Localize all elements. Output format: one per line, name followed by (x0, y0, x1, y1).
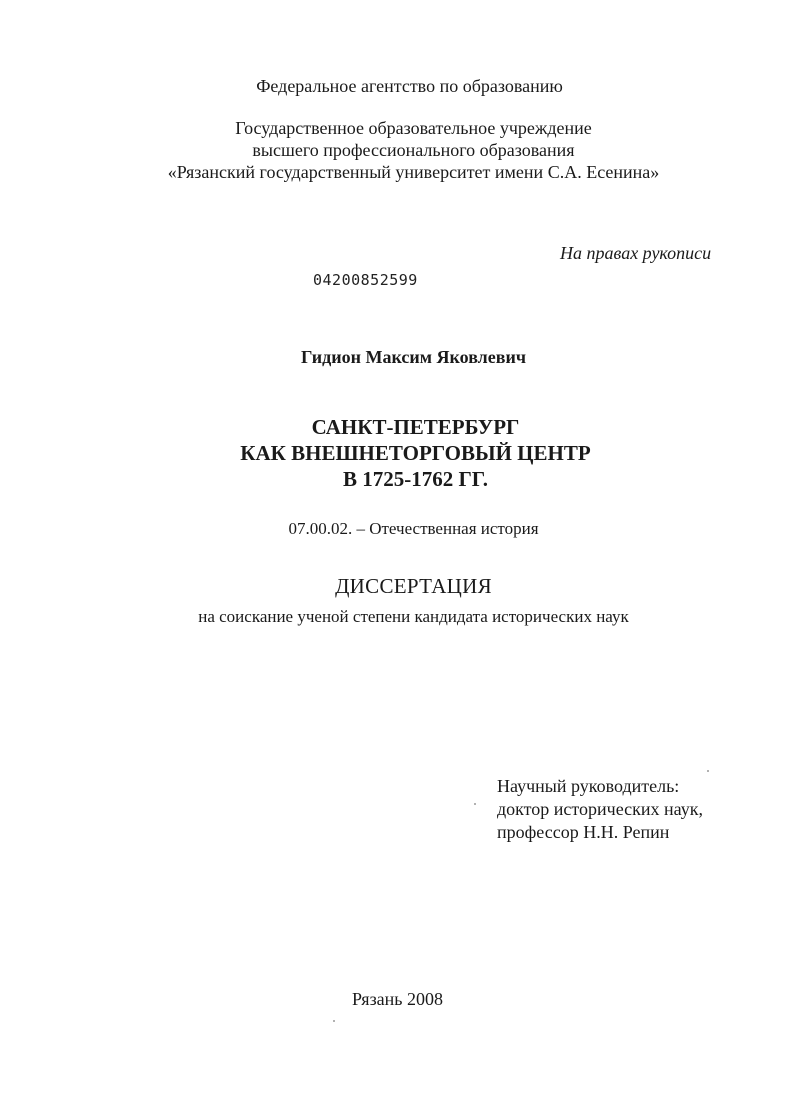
institution-line-1: Государственное образовательное учреждение (235, 118, 592, 138)
institution-line-2: высшего профессионального образования (252, 140, 575, 160)
scan-speck (707, 770, 709, 772)
author-name: Гидион Максим Яковлевич (300, 347, 527, 367)
title-line-3: В 1725-1762 ГГ. (342, 467, 489, 491)
agency-name: Федеральное агентство по образованию (256, 76, 563, 96)
supervisor-name: профессор Н.Н. Репин (497, 822, 670, 842)
city-year: Рязань 2008 (351, 989, 444, 1009)
stamp-number: 04200852599 (313, 271, 418, 289)
scan-speck (474, 803, 476, 805)
scan-speck (333, 1020, 335, 1022)
supervisor-label: Научный руководитель: (497, 776, 680, 796)
specialty-code: 07.00.02. – Отечественная история (288, 519, 539, 538)
degree-type: ДИССЕРТАЦИЯ (335, 574, 492, 598)
title-line-1: САНКТ-ПЕТЕРБУРГ (311, 415, 520, 439)
institution-line-3: «Рязанский государственный университет имени С.А. Есенина» (167, 162, 660, 182)
degree-description: на соискание ученой степени кандидата исторических наук (198, 607, 629, 626)
title-line-2: КАК ВНЕШНЕТОРГОВЫЙ ЦЕНТР (240, 441, 591, 465)
manuscript-note: На правах рукописи (560, 243, 712, 263)
supervisor-degree: доктор исторических наук, (497, 799, 703, 819)
